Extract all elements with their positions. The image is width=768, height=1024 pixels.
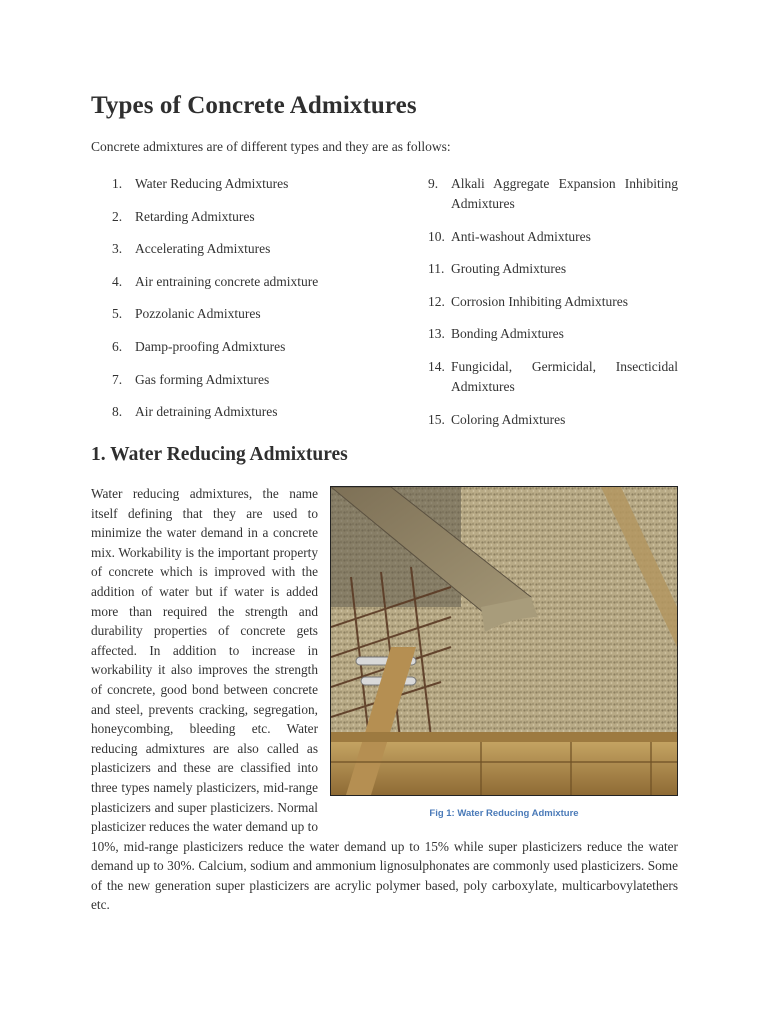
list-item <box>428 292 678 312</box>
list-item-label: Damp-proofing Admixtures <box>135 338 286 354</box>
list-item <box>112 239 412 259</box>
page-title: Types of Concrete Admixtures <box>91 92 417 119</box>
list-item-number: 11. <box>428 261 445 277</box>
list-item-label: Water Reducing Admixtures <box>135 176 289 191</box>
list-item-number: 4. <box>112 273 123 289</box>
list-item-number: 2. <box>112 208 123 224</box>
list-item-number: 14. <box>428 358 445 374</box>
list-item <box>112 370 412 390</box>
admixture-list-right <box>428 174 678 442</box>
list-item-number: 3. <box>112 241 123 257</box>
list-item <box>112 304 412 324</box>
list-item-label: Pozzolanic Admixtures <box>135 306 261 322</box>
list-item-label: Gas forming Admixtures <box>135 371 270 387</box>
section-heading: 1. Water Reducing Admixtures <box>91 444 348 465</box>
list-item <box>428 410 678 430</box>
list-item-number: 1. <box>112 176 123 191</box>
intro-text: Concrete admixtures are of different types and they are as follows: <box>91 139 451 154</box>
list-item-number: 15. <box>428 411 445 427</box>
list-item <box>112 207 412 227</box>
list-item-label: Fungicidal, Germicidal, Insecticidal Admixtures <box>451 358 678 394</box>
list-item-number: 5. <box>112 306 123 322</box>
list-item-label: Accelerating Admixtures <box>135 241 271 257</box>
concrete-pour-photo <box>330 486 678 796</box>
list-item-label: Alkali Aggregate Expansion Inhibiting Admixtures <box>451 176 678 211</box>
list-item-label: Coloring Admixtures <box>451 411 566 427</box>
list-item-number: 13. <box>428 326 445 342</box>
section-paragraph: Water reducing admixtures, the name itself defining that they are used to minimize the water demand in a concrete mix. Workability is the important property of concrete which is improved with the addition of water but if water is added more than required the strength and durability properties of concrete gets affected. In addition to increase in workability it also improves the strength of concrete, good bond between concrete and steel, prevents cracking, segregation, honeycombing, bleeding etc. Water reducing admixtures are also called as plasticizers and these are classified into three types namely plasticizers, mid-range plasticizers and super plasticizers. Normal plasticizer reduces the water demand up to 10%, mid-range plasticizers reduce the water demand up to 15% while super plasticizers reduce the water demand up to 30%. Calcium, sodium and ammonium lignosulphonates are commonly used plasticizers. Some of the new generation super plasticizers are acrylic polymer based, poly carboxylate, multicarbovylatethers etc. <box>91 486 678 913</box>
list-item <box>112 337 412 357</box>
list-item-label: Bonding Admixtures <box>451 326 564 342</box>
figure <box>330 486 678 822</box>
list-item <box>112 272 412 292</box>
admixture-list-left <box>112 174 412 435</box>
list-item <box>112 402 412 422</box>
list-item-number: 6. <box>112 338 123 354</box>
list-item-number: 7. <box>112 371 123 387</box>
list-item-number: 12. <box>428 293 445 309</box>
list-item <box>428 324 678 344</box>
list-item-number: 9. <box>428 176 439 191</box>
list-item-number: 10. <box>428 228 445 244</box>
list-item-label: Grouting Admixtures <box>451 261 567 277</box>
list-item <box>428 357 678 397</box>
list-item-number: 8. <box>112 404 123 420</box>
list-item <box>428 227 678 247</box>
section-body <box>91 484 678 915</box>
list-item-label: Anti-washout Admixtures <box>451 228 591 244</box>
figure-caption: Fig 1: Water Reducing Admixture <box>429 808 579 819</box>
list-item <box>428 259 678 279</box>
list-item-label: Air entraining concrete admixture <box>135 273 319 289</box>
list-item-label: Air detraining Admixtures <box>135 404 278 420</box>
list-item-label: Corrosion Inhibiting Admixtures <box>451 293 628 309</box>
list-item-label: Retarding Admixtures <box>135 208 255 224</box>
list-item <box>112 174 412 194</box>
list-item <box>428 174 678 214</box>
